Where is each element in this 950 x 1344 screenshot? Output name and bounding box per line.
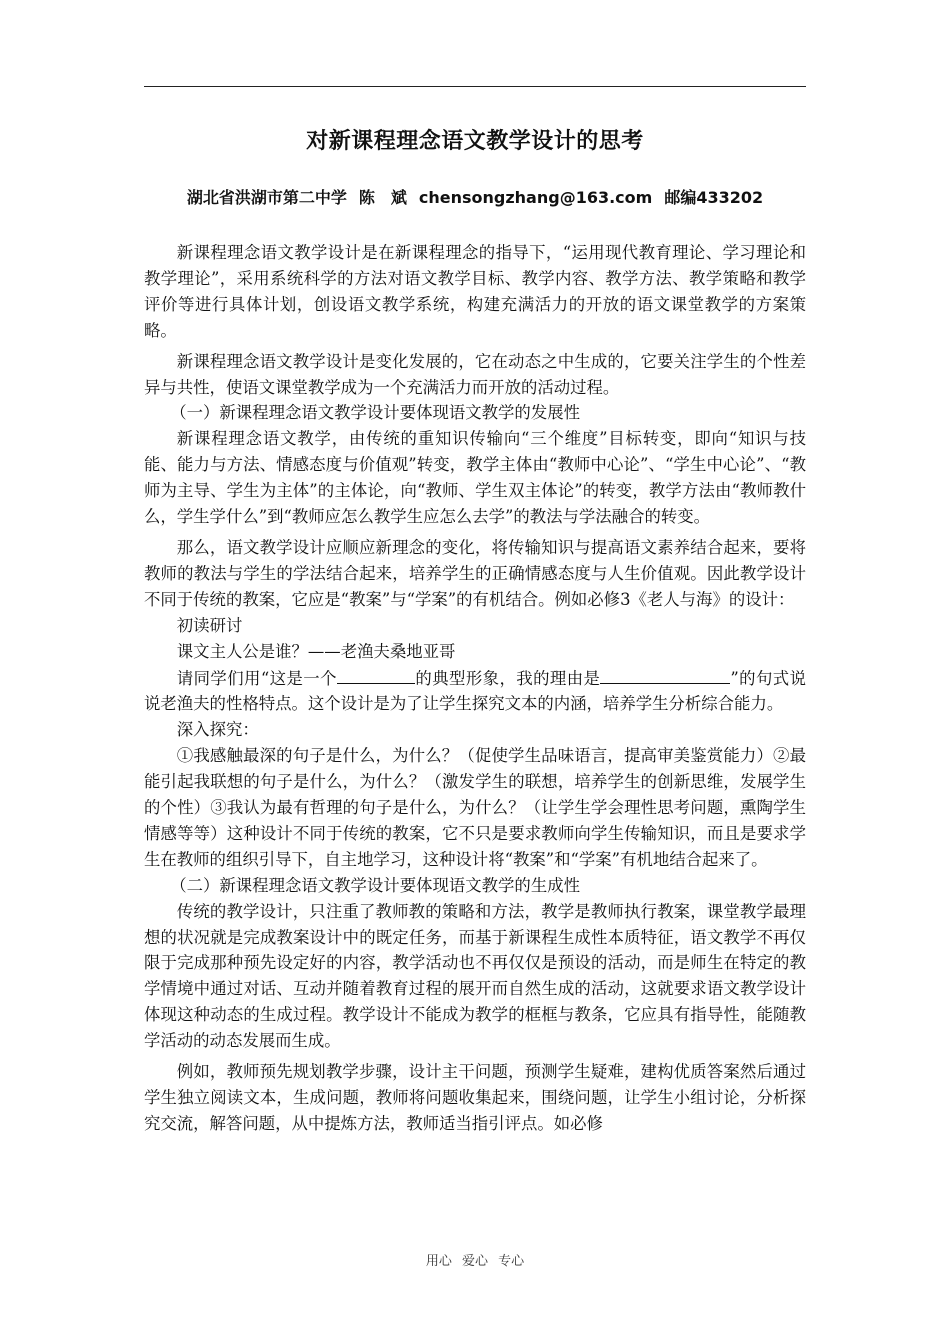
author-name: 陈 斌 (358, 188, 407, 207)
paragraph: 传统的教学设计，只注重了教师教的策略和方法，教学是教师执行教案，课堂教学最理想的状况就是完成教案设计中的既定任务，而基于新课程生成性本质特征，语文教学不再仅限于完成那种预先设定好的内容，教学活动也不再仅仅是预设的活动，而是师生在特定的教学情境中通过对话、互动并随着教育过程的展开而自然生成的活动，这就要求语文教学设计体现这种动态的生成过程。教学设计不能成为教学的框框与教条，它应具有指导性，能随教学活动的动态发展而生成。 (144, 901, 806, 1051)
paragraph: 新课程理念语文教学设计是变化发展的，它在动态之中生成的，它要关注学生的个性差异与共性，使语文课堂教学成为一个充满活力而开放的活动过程。 (144, 351, 806, 397)
fill-in-text-c: ”的句式说说老渔夫的性格特点。这个设计是为了让学生探究文本的内涵，培养学生分析综合能力。 (144, 668, 807, 714)
page-footer: 用心 爱心 专心 (425, 1254, 525, 1269)
section-heading: （二）新课程理念语文教学设计要体现语文教学的生成性 (170, 875, 580, 895)
document-title: 对新课程理念语文教学设计的思考 (306, 129, 644, 154)
section-heading: （一）新课程理念语文教学设计要体现语文教学的发展性 (170, 403, 580, 423)
author-line (144, 185, 806, 208)
paragraph: 深入探究： (176, 720, 259, 740)
fill-in-text-b: 的典型形象，我的理由是 (414, 668, 601, 688)
fill-in-text-a: 请同学们用“这是一个 (176, 668, 337, 688)
paragraph: 例如，教师预先规划教学步骤，设计主干问题，预测学生疑难，建构优质答案然后通过学生独立阅读文本，生成问题，教师将问题收集起来，围绕问题，让学生小组讨论，分析探究交流，解答问题，从中提炼方法，教师适当指引评点。如必修 (144, 1062, 806, 1133)
author-school: 湖北省洪湖市第二中学 (186, 188, 347, 207)
fill-in-paragraph (144, 665, 806, 718)
author-email: chensongzhang@163.com (418, 188, 653, 207)
fill-in-blank-1 (337, 665, 415, 684)
fill-in-blank-2 (600, 665, 730, 684)
paragraph: 课文主人公是谁？——老渔夫桑地亚哥 (176, 641, 456, 661)
paragraph: 新课程理念语文教学，由传统的重知识传输向“三个维度”目标转变，即向“知识与技能、能力与方法、情感态度与价值观”转变，教学主体由“教师中心论”、“学生中心论”、“教师为主导、学生为主体”的主体论，向“教师、学生双主体论”的转变，教学方法由“教师教什么，学生学什么”到“教师应怎么教学生应怎么去学”的教法与学法融合的转变。 (144, 429, 806, 527)
paragraph: ①我感触最深的句子是什么，为什么？（促使学生品味语言，提高审美鉴赏能力）②最能引起我联想的句子是什么，为什么？（激发学生的联想，培养学生的创新思维，发展学生的个性）③我认为最有哲理的句子是什么，为什么？（让学生学会理性思考问题，熏陶学生情感等等）这种设计不同于传统的教案，它不只是要求教师向学生传输知识，而且是要求学生在教师的组织引导下，自主地学习，这种设计将“教案”和“学案”有机地结合起来了。 (144, 746, 806, 869)
paragraph: 新课程理念语文教学设计是在新课程理念的指导下，“运用现代教育理论、学习理论和教学理论”，采用系统科学的方法对语文教学目标、教学内容、教学方法、教学策略和教学评价等进行具体计划，创设语文教学系统，构建充满活力的开放的语文课堂教学的方案策略。 (144, 243, 806, 340)
header-rule (144, 86, 806, 87)
author-postcode: 邮编433202 (664, 188, 764, 207)
paragraph: 初读研讨 (176, 615, 243, 635)
paragraph: 那么，语文教学设计应顺应新理念的变化，将传输知识与提高语文素养结合起来，要将教师的教法与学生的学法结合起来，培养学生的正确情感态度与人生价值观。因此教学设计不同于传统的教案，它应是“教案”与“学案”的有机结合。例如必修3《老人与海》的设计： (144, 537, 806, 609)
document-body (144, 240, 806, 1137)
